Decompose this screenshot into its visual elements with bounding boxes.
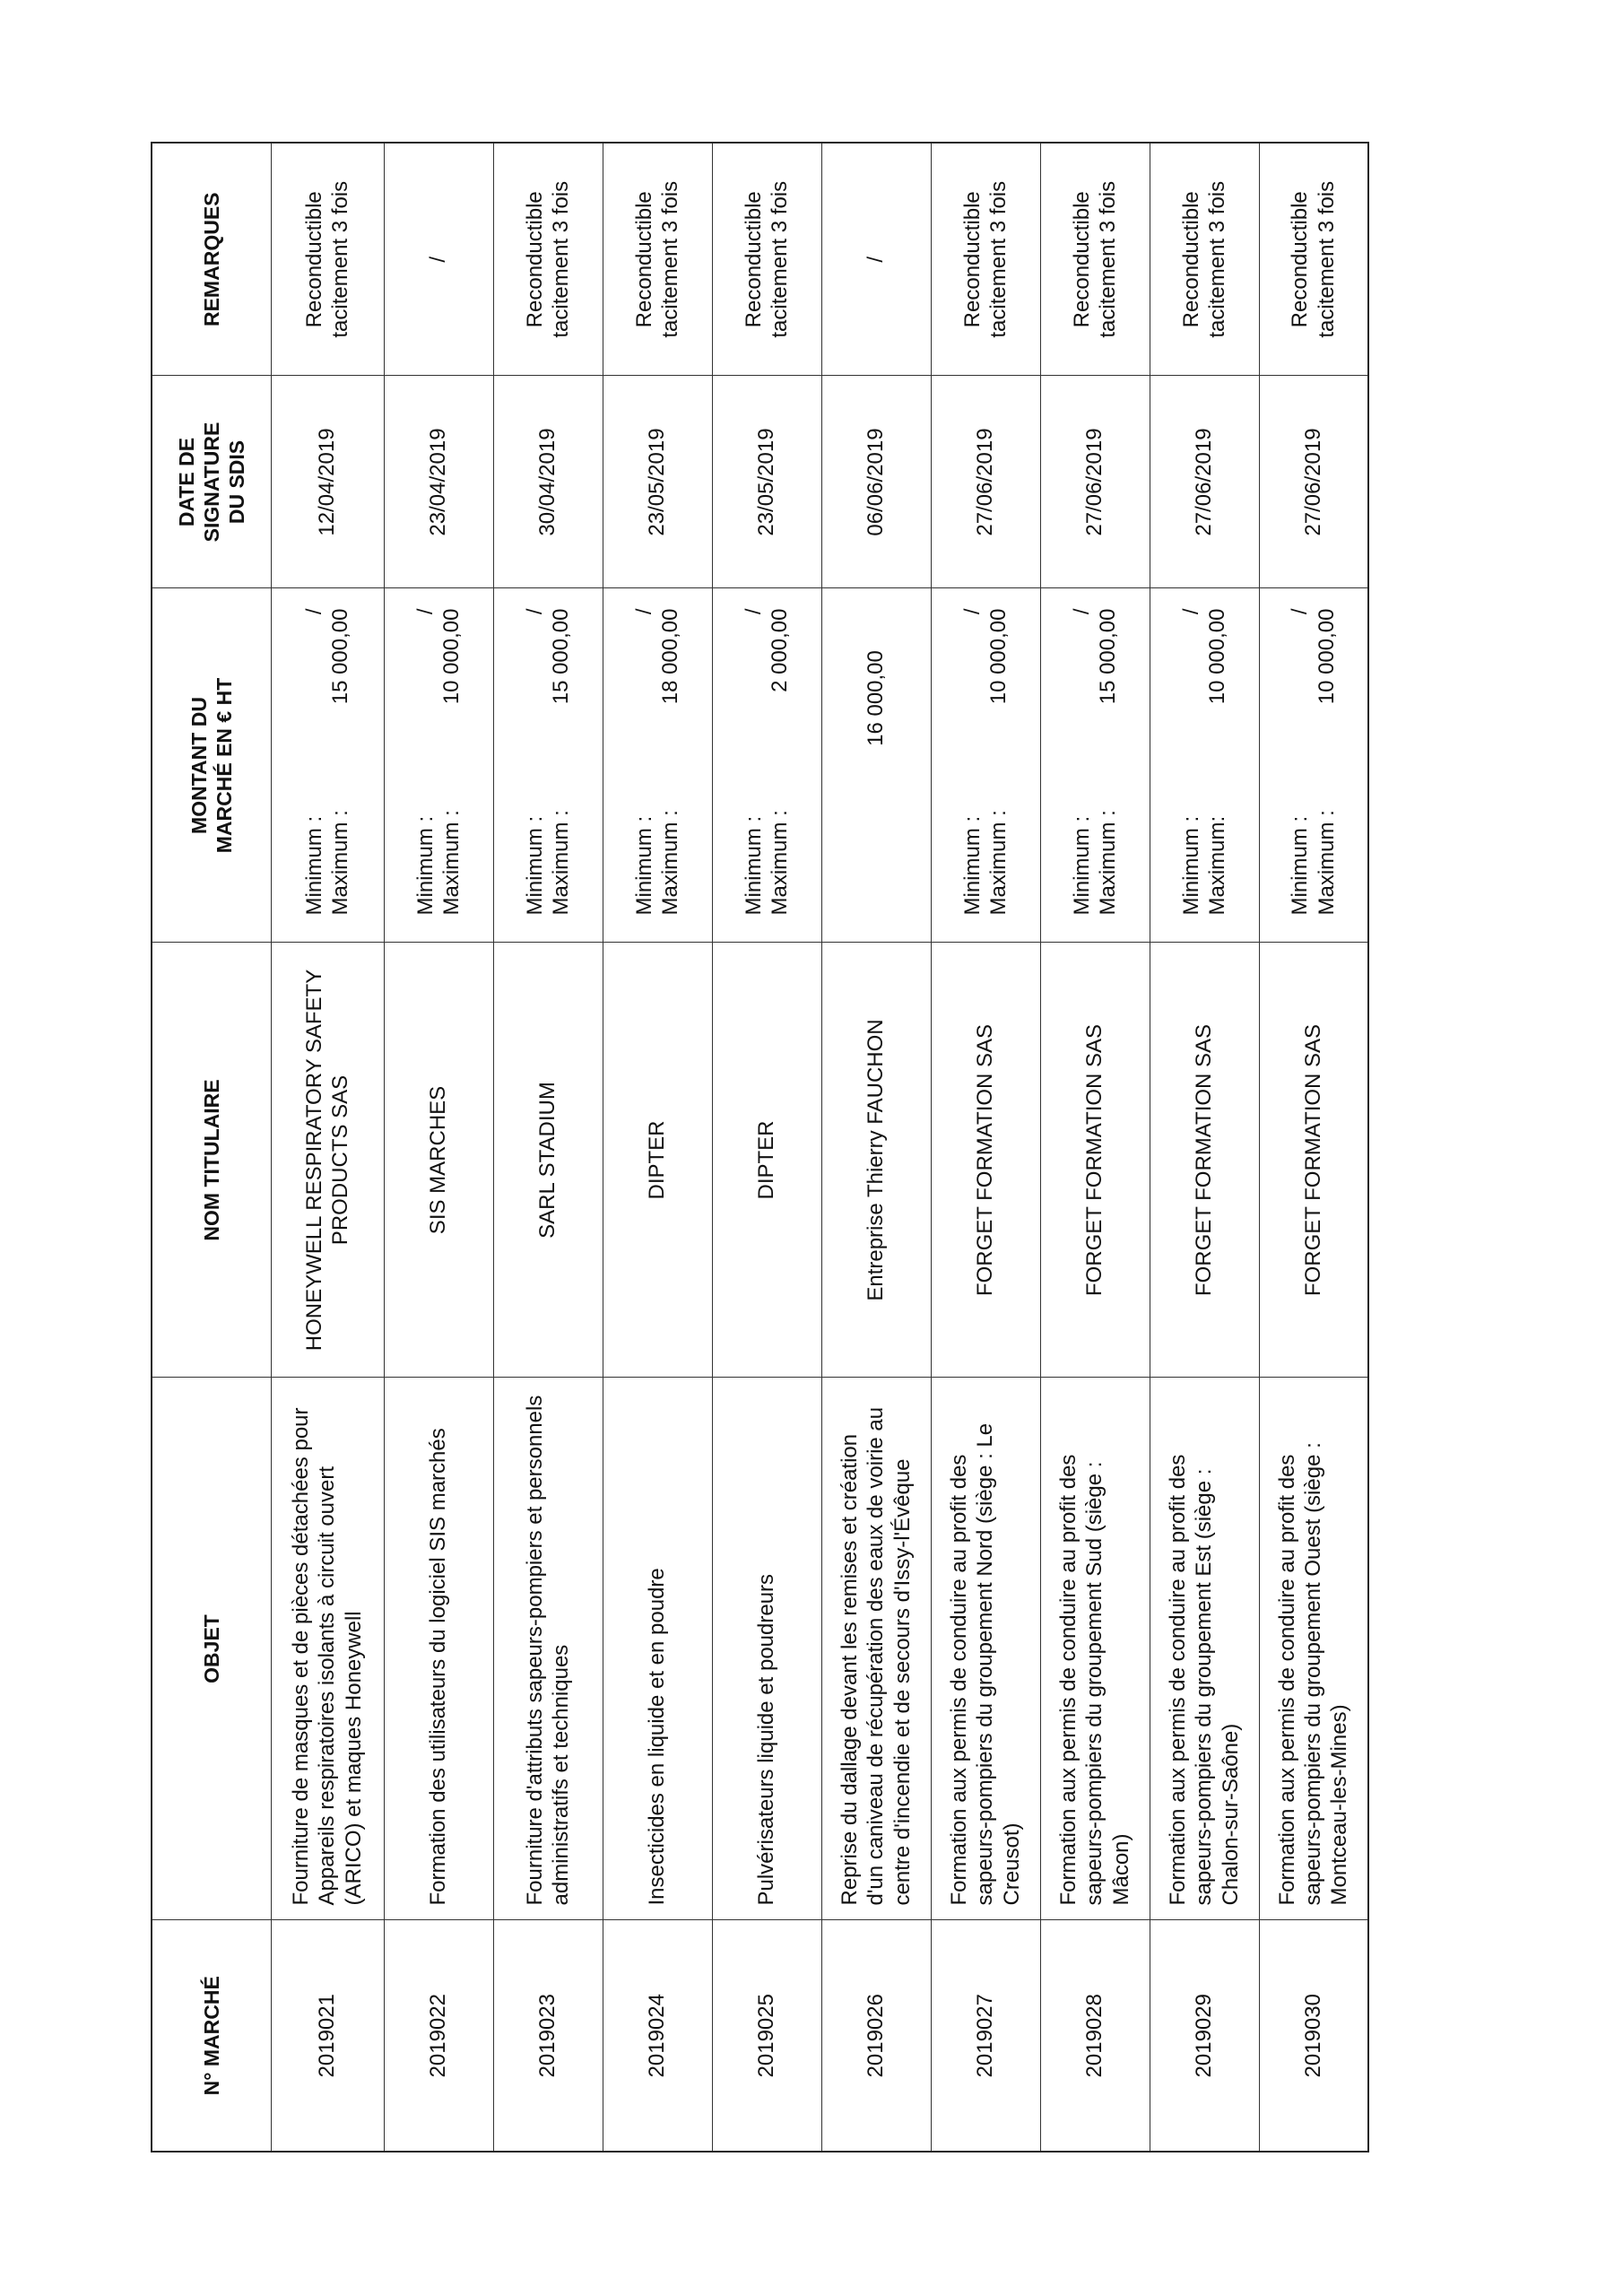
maximum-value: 2 000,00 xyxy=(768,608,792,692)
header-num: N° MARCHÉ xyxy=(152,1920,271,2152)
maximum-value: 15 000,00 xyxy=(328,608,352,705)
table-row xyxy=(1259,143,1368,2152)
cell-date: 27/06/2019 xyxy=(1259,376,1368,588)
cell-titulaire: SARL STADIUM xyxy=(493,943,603,1378)
minimum-label: Minimum : xyxy=(631,815,656,916)
table-row xyxy=(271,143,384,2152)
marches-table xyxy=(151,142,1369,2152)
cell-num: 2019023 xyxy=(493,1920,603,2152)
cell-objet: Insecticides en liquide et en poudre xyxy=(603,1378,712,1920)
cell-date: 27/06/2019 xyxy=(931,376,1040,588)
table-row xyxy=(1040,143,1150,2152)
cell-num: 2019028 xyxy=(1040,1920,1150,2152)
cell-num: 2019029 xyxy=(1150,1920,1259,2152)
maximum-label: Maximum : xyxy=(549,810,573,916)
cell-montant xyxy=(1259,588,1368,943)
maximum-value: 10 000,00 xyxy=(986,608,1011,705)
cell-objet: Formation aux permis de conduire au profit des sapeurs-pompiers du groupement Ouest (siège : Montceau-les-Mines) xyxy=(1259,1378,1368,1920)
minimum-value: / xyxy=(1178,608,1203,615)
minimum-value: / xyxy=(1288,608,1313,615)
cell-remarques: Reconductible tacitement 3 fois xyxy=(1040,143,1150,376)
minimum-value: / xyxy=(1069,608,1094,615)
minimum-label: Minimum : xyxy=(1069,815,1094,916)
cell-objet: Formation des utilisateurs du logiciel SIS marchés xyxy=(384,1378,493,1920)
cell-date: 12/04/2019 xyxy=(271,376,384,588)
minimum-value: / xyxy=(741,608,766,615)
cell-montant xyxy=(493,588,603,943)
cell-remarques: Reconductible tacitement 3 fois xyxy=(603,143,712,376)
cell-num: 2019025 xyxy=(712,1920,821,2152)
cell-objet: Formation aux permis de conduire au profit des sapeurs-pompiers du groupement Est (siège : Chalon-sur-Saône) xyxy=(1150,1378,1259,1920)
maximum-label: Maximum : xyxy=(439,810,464,916)
rotated-page-content xyxy=(151,144,1366,2152)
cell-date: 27/06/2019 xyxy=(1040,376,1150,588)
cell-date: 27/06/2019 xyxy=(1150,376,1259,588)
table-row xyxy=(821,143,931,2152)
minimum-label: Minimum : xyxy=(522,815,547,916)
maximum-label: Maximum : xyxy=(658,810,682,916)
cell-montant xyxy=(1150,588,1259,943)
cell-num: 2019022 xyxy=(384,1920,493,2152)
header-remarques: REMARQUES xyxy=(152,143,271,376)
cell-titulaire: SIS MARCHES xyxy=(384,943,493,1378)
cell-remarques: / xyxy=(821,143,931,376)
cell-titulaire: DIPTER xyxy=(712,943,821,1378)
table-row xyxy=(1150,143,1259,2152)
cell-montant xyxy=(931,588,1040,943)
table-row xyxy=(603,143,712,2152)
cell-titulaire: FORGET FORMATION SAS xyxy=(1150,943,1259,1378)
cell-montant xyxy=(712,588,821,943)
cell-montant xyxy=(821,588,931,943)
minimum-value: / xyxy=(522,608,547,615)
cell-montant xyxy=(603,588,712,943)
table-row xyxy=(384,143,493,2152)
cell-num: 2019024 xyxy=(603,1920,712,2152)
cell-objet: Formation aux permis de conduire au profit des sapeurs-pompiers du groupement Sud (siège : Mâcon) xyxy=(1040,1378,1150,1920)
maximum-value: 10 000,00 xyxy=(439,608,464,705)
maximum-label: Maximum : xyxy=(986,810,1011,916)
cell-date: 23/05/2019 xyxy=(603,376,712,588)
minimum-label: Minimum : xyxy=(1288,815,1313,916)
minimum-value: / xyxy=(959,608,985,615)
cell-titulaire: FORGET FORMATION SAS xyxy=(931,943,1040,1378)
header-titulaire: NOM TITULAIRE xyxy=(152,943,271,1378)
cell-remarques: Reconductible tacitement 3 fois xyxy=(931,143,1040,376)
cell-remarques: Reconductible tacitement 3 fois xyxy=(1150,143,1259,376)
maximum-label: Maximum : xyxy=(1314,810,1339,916)
cell-montant xyxy=(271,588,384,943)
minimum-label: Minimum : xyxy=(301,815,326,916)
cell-remarques: Reconductible tacitement 3 fois xyxy=(1259,143,1368,376)
cell-titulaire: DIPTER xyxy=(603,943,712,1378)
cell-num: 2019021 xyxy=(271,1920,384,2152)
montant-value: 16 000,00 xyxy=(864,650,889,746)
maximum-value: 10 000,00 xyxy=(1314,608,1339,705)
cell-date: 30/04/2019 xyxy=(493,376,603,588)
cell-titulaire: FORGET FORMATION SAS xyxy=(1040,943,1150,1378)
header-row xyxy=(152,143,271,2152)
cell-objet: Formation aux permis de conduire au profit des sapeurs-pompiers du groupement Nord (siège : Le Creusot) xyxy=(931,1378,1040,1920)
maximum-value: 15 000,00 xyxy=(549,608,573,705)
cell-objet: Reprise du dallage devant les remises et création d'un caniveau de récupération des eaux de voirie au centre d'incendie et de secours d'Issy-l'Évêque xyxy=(821,1378,931,1920)
minimum-label: Minimum : xyxy=(1178,815,1203,916)
minimum-label: Minimum : xyxy=(959,815,985,916)
maximum-value: 18 000,00 xyxy=(658,608,682,705)
maximum-value: 15 000,00 xyxy=(1096,608,1120,705)
cell-montant xyxy=(1040,588,1150,943)
minimum-value: / xyxy=(631,608,656,615)
header-date: DATE DE SIGNATURE DU SDIS xyxy=(152,376,271,588)
cell-date: 06/06/2019 xyxy=(821,376,931,588)
minimum-label: Minimum : xyxy=(412,815,438,916)
cell-date: 23/05/2019 xyxy=(712,376,821,588)
cell-num: 2019027 xyxy=(931,1920,1040,2152)
cell-remarques: Reconductible tacitement 3 fois xyxy=(493,143,603,376)
cell-objet: Fourniture d'attributs sapeurs-pompiers et personnels administratifs et techniques xyxy=(493,1378,603,1920)
cell-objet: Fourniture de masques et de pièces détachées pour Appareils respiratoires isolants à circuit ouvert (ARICO) et maques Honeywell xyxy=(271,1378,384,1920)
cell-num: 2019026 xyxy=(821,1920,931,2152)
cell-titulaire: HONEYWELL RESPIRATORY SAFETY PRODUCTS SAS xyxy=(271,943,384,1378)
cell-titulaire: FORGET FORMATION SAS xyxy=(1259,943,1368,1378)
cell-remarques: / xyxy=(384,143,493,376)
minimum-value: / xyxy=(412,608,438,615)
cell-montant xyxy=(384,588,493,943)
cell-remarques: Reconductible tacitement 3 fois xyxy=(271,143,384,376)
cell-remarques: Reconductible tacitement 3 fois xyxy=(712,143,821,376)
header-montant: MONTANT DU MARCHÉ EN € HT xyxy=(152,588,271,943)
cell-date: 23/04/2019 xyxy=(384,376,493,588)
maximum-label: Maximum : xyxy=(1096,810,1120,916)
header-objet: OBJET xyxy=(152,1378,271,1920)
maximum-label: Maximum: xyxy=(1205,815,1229,916)
cell-objet: Pulvérisateurs liquide et poudreurs xyxy=(712,1378,821,1920)
table-row xyxy=(493,143,603,2152)
minimum-label: Minimum : xyxy=(741,815,766,916)
cell-num: 2019030 xyxy=(1259,1920,1368,2152)
cell-titulaire: Entreprise Thierry FAUCHON xyxy=(821,943,931,1378)
minimum-value: / xyxy=(301,608,326,615)
maximum-label: Maximum : xyxy=(328,810,352,916)
maximum-label: Maximum : xyxy=(768,810,792,916)
table-row xyxy=(931,143,1040,2152)
table-row xyxy=(712,143,821,2152)
maximum-value: 10 000,00 xyxy=(1205,608,1229,705)
